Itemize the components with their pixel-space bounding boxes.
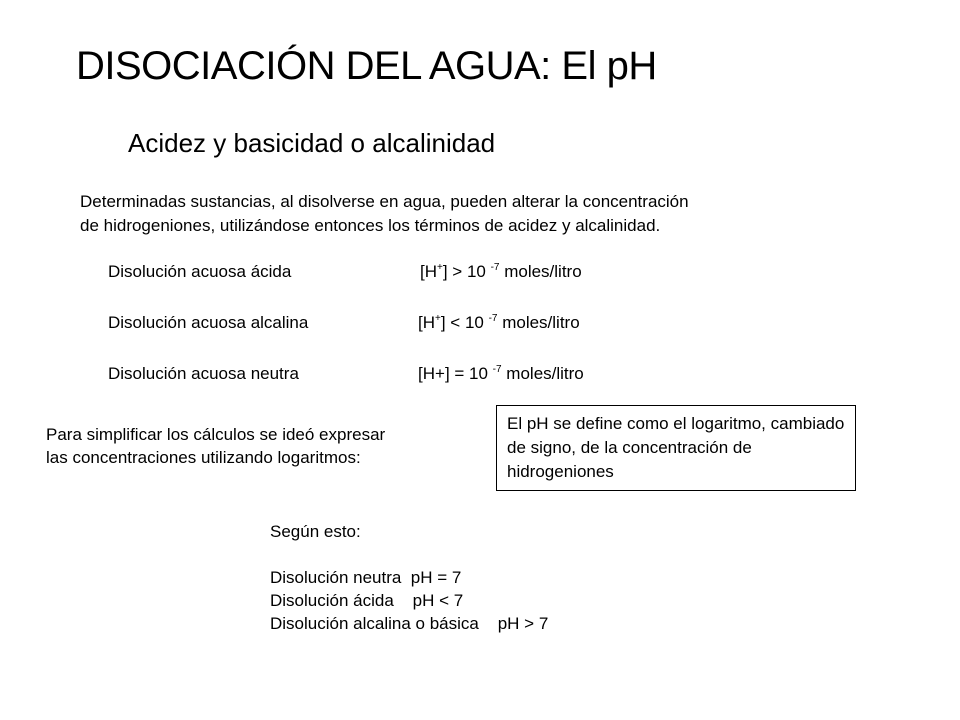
intro-paragraph	[80, 190, 689, 238]
simplify-paragraph	[46, 423, 385, 469]
simplify-line: las concentraciones utilizando logaritmos:	[46, 448, 361, 467]
summary-line: Disolución ácida pH < 7	[270, 591, 464, 610]
summary-line: Disolución neutra pH = 7	[270, 568, 462, 587]
solution-label: Disolución acuosa ácida	[108, 262, 292, 281]
intro-line: de hidrogeniones, utilizándose entonces los términos de acidez y alcalinidad.	[80, 216, 661, 235]
solution-label: Disolución acuosa neutra	[108, 364, 299, 383]
concentration-formula: [H+] = 10 $^{-7}$ moles/litro	[418, 364, 584, 383]
ph-summary	[270, 520, 548, 635]
concentration-formula: [H+] < 10 $^{-7}$ moles/litro	[418, 313, 580, 332]
slide-title: DISOCIACIÓN DEL AGUA: El pH	[76, 44, 657, 88]
concentration-formula: [H+] > 10 $^{-7}$ moles/litro	[420, 262, 582, 281]
slide-subtitle: Acidez y basicidad o alcalinidad	[128, 128, 496, 158]
summary-line: Disolución alcalina o básica pH > 7	[270, 614, 549, 633]
solution-label: Disolución acuosa alcalina	[108, 313, 309, 332]
summary-heading: Según esto:	[270, 522, 361, 541]
simplify-line: Para simplificar los cálculos se ideó expresar	[46, 425, 386, 444]
intro-line: Determinadas sustancias, al disolverse en agua, pueden alterar la concentración	[80, 192, 689, 211]
ph-definition-box: El pH se define como el logaritmo, cambiado de signo, de la concentración de hidrogeniones	[496, 405, 856, 491]
